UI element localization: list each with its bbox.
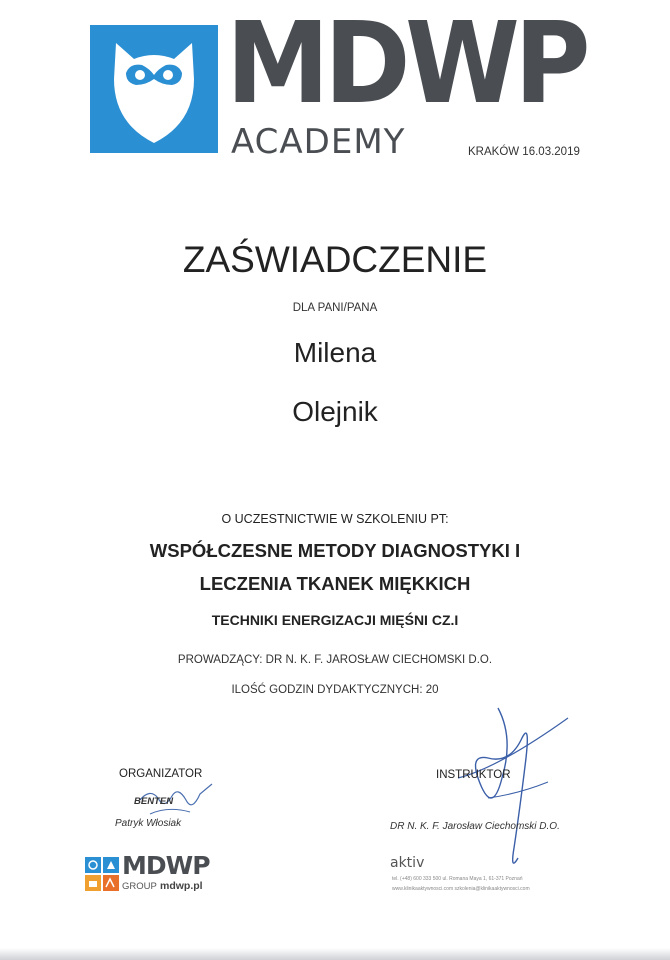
city-date: KRAKÓW 16.03.2019 [468, 146, 580, 158]
course-title-line-1: WSPÓŁCZESNE METODY DIAGNOSTYKI I [149, 540, 521, 561]
participant-first-name: Milena [293, 337, 377, 368]
brand-title: MDWP [226, 0, 586, 129]
footer-url: mdwp.pl [160, 880, 203, 892]
owl-logo [90, 25, 218, 153]
course-title-line-2: LECZENIA TKANEK MIĘKKICH [199, 573, 471, 594]
partner-contact-line-2: www.klinikaaktywnosci.com szkolenia@klinikaaktywnosci.com [392, 886, 530, 892]
instructor-label: INSTRUKTOR [436, 769, 511, 781]
partner-contact-line-1: tel. (+48) 600 333 500 ul. Romana Maya 1, 61-371 Poznań [392, 876, 523, 882]
addressee-label: DLA PANI/PANA [292, 302, 378, 314]
organizer-label: ORGANIZATOR [119, 768, 203, 780]
partner-logo: aktiv [390, 855, 425, 871]
instructor-name: DR N. K. F. Jarosław Ciechomski D.O. [390, 821, 560, 832]
instructor-signature [418, 698, 588, 888]
owl-icon [90, 25, 218, 153]
mdwp-group-icons [85, 857, 119, 891]
course-subtitle: TECHNIKI ENERGIZACJI MIĘŚNI CZ.I [211, 612, 459, 628]
document-title: ZAŚWIADCZENIE [182, 239, 488, 280]
hours-line: ILOŚĆ GODZIN DYDAKTYCZNYCH: 20 [231, 684, 439, 696]
organizer-stamp: BENTEN [134, 796, 174, 807]
participation-label: O UCZESTNICTWIE W SZKOLENIU PT: [221, 512, 449, 526]
organizer-name: Patryk Włosiak [115, 818, 182, 829]
brand-subtitle: ACADEMY [231, 122, 406, 162]
participant-last-name: Olejnik [292, 396, 378, 427]
page-edge-shadow [0, 948, 670, 960]
footer-brand: MDWP [122, 851, 210, 880]
instructor-line: PROWADZĄCY: DR N. K. F. JAROSŁAW CIECHOMSKI D.O. [177, 654, 493, 666]
footer-group-label: GROUP [122, 881, 157, 892]
